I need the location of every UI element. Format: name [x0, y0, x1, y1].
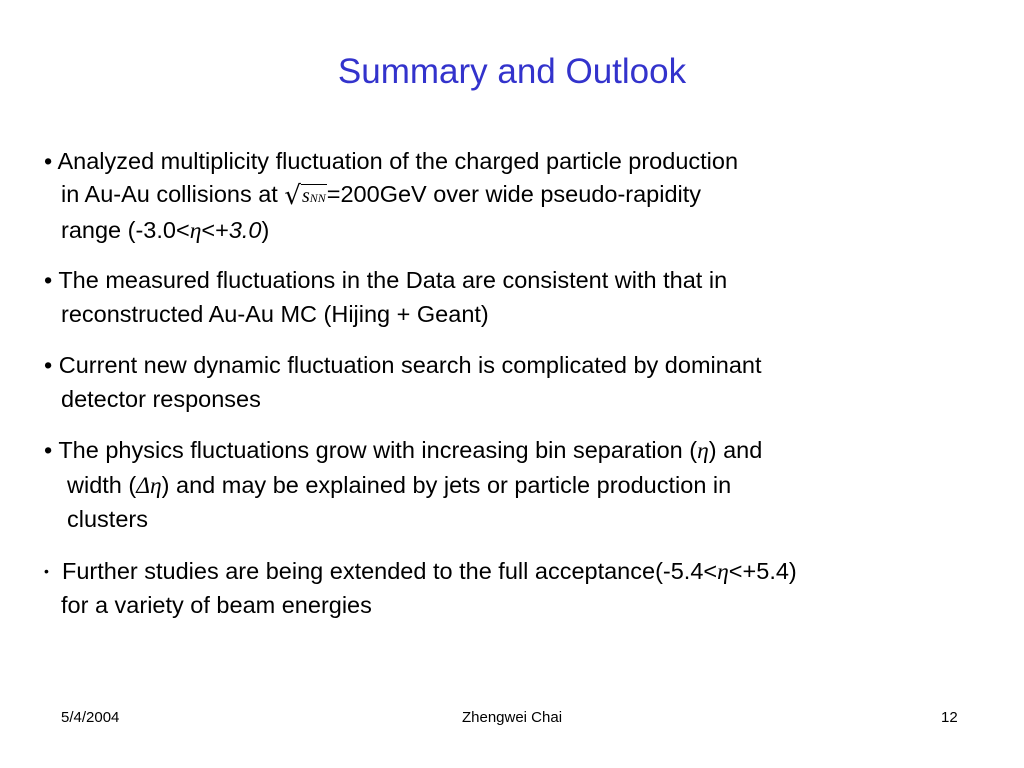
bullet-5-line-1 — [44, 557, 797, 586]
footer-author: Zhengwei Chai — [461, 709, 563, 726]
sqrt-snn-formula — [284, 180, 326, 212]
bullet-1-line-2-pre: in Au-Au collisions at — [61, 181, 285, 207]
bullet-1-line-3 — [61, 216, 269, 245]
bullet-3-line-2: detector responses — [61, 386, 261, 412]
bullet-4-line-1-post: ) and — [708, 437, 763, 463]
bullet-4-line-2-post: ) and may be explained by jets or particle production in — [161, 472, 732, 498]
bullet-4-line-2 — [67, 471, 731, 500]
bullet-1-line-3-value: 3.0 — [228, 217, 262, 243]
footer-page-number: 12 — [941, 709, 958, 726]
bullet-4-line-1-pre: • The physics fluctuations grow with increasing bin separation ( — [44, 437, 698, 463]
slide-title: Summary and Outlook — [337, 52, 687, 91]
bullet-5-marker: • — [44, 563, 49, 579]
eta-symbol: η — [189, 218, 202, 244]
radicand — [301, 184, 327, 207]
bullet-1-line-3-pre: range (-3.0< — [61, 217, 190, 243]
bullet-1-line-1: • Analyzed multiplicity fluctuation of the charged particle production — [44, 148, 739, 174]
delta-eta-symbol: Δη — [136, 473, 162, 499]
bullet-5-line-2: for a variety of beam energies — [61, 592, 372, 618]
bullet-3-line-1: • Current new dynamic fluctuation search is complicated by dominant — [44, 352, 762, 378]
radical-sign: √ — [284, 181, 301, 211]
sqrt-variable: s — [301, 185, 310, 207]
footer-date: 5/4/2004 — [61, 709, 120, 726]
bullet-4-line-2-pre: width ( — [67, 472, 137, 498]
bullet-1-line-2-post: =200GeV over wide pseudo-rapidity — [326, 181, 702, 207]
eta-symbol: η — [697, 438, 709, 464]
bullet-1-line-3-post: ) — [261, 217, 270, 243]
bullet-2-line-1: • The measured fluctuations in the Data are consistent with that in — [44, 267, 728, 293]
bullet-1-line-3-mid: <+ — [201, 217, 229, 243]
bullet-5-line-1-pre: Further studies are being extended to the full acceptance(-5.4< — [61, 558, 718, 584]
bullet-4-line-3: clusters — [67, 506, 148, 532]
sqrt-subscript: NN — [309, 191, 326, 205]
bullet-4-line-1 — [44, 436, 762, 465]
eta-symbol: η — [717, 559, 729, 585]
bullet-1-line-2 — [61, 180, 701, 212]
bullet-2-line-2: reconstructed Au-Au MC (Hijing + Geant) — [61, 301, 489, 327]
bullet-5-line-1-post: <+5.4) — [728, 558, 797, 584]
